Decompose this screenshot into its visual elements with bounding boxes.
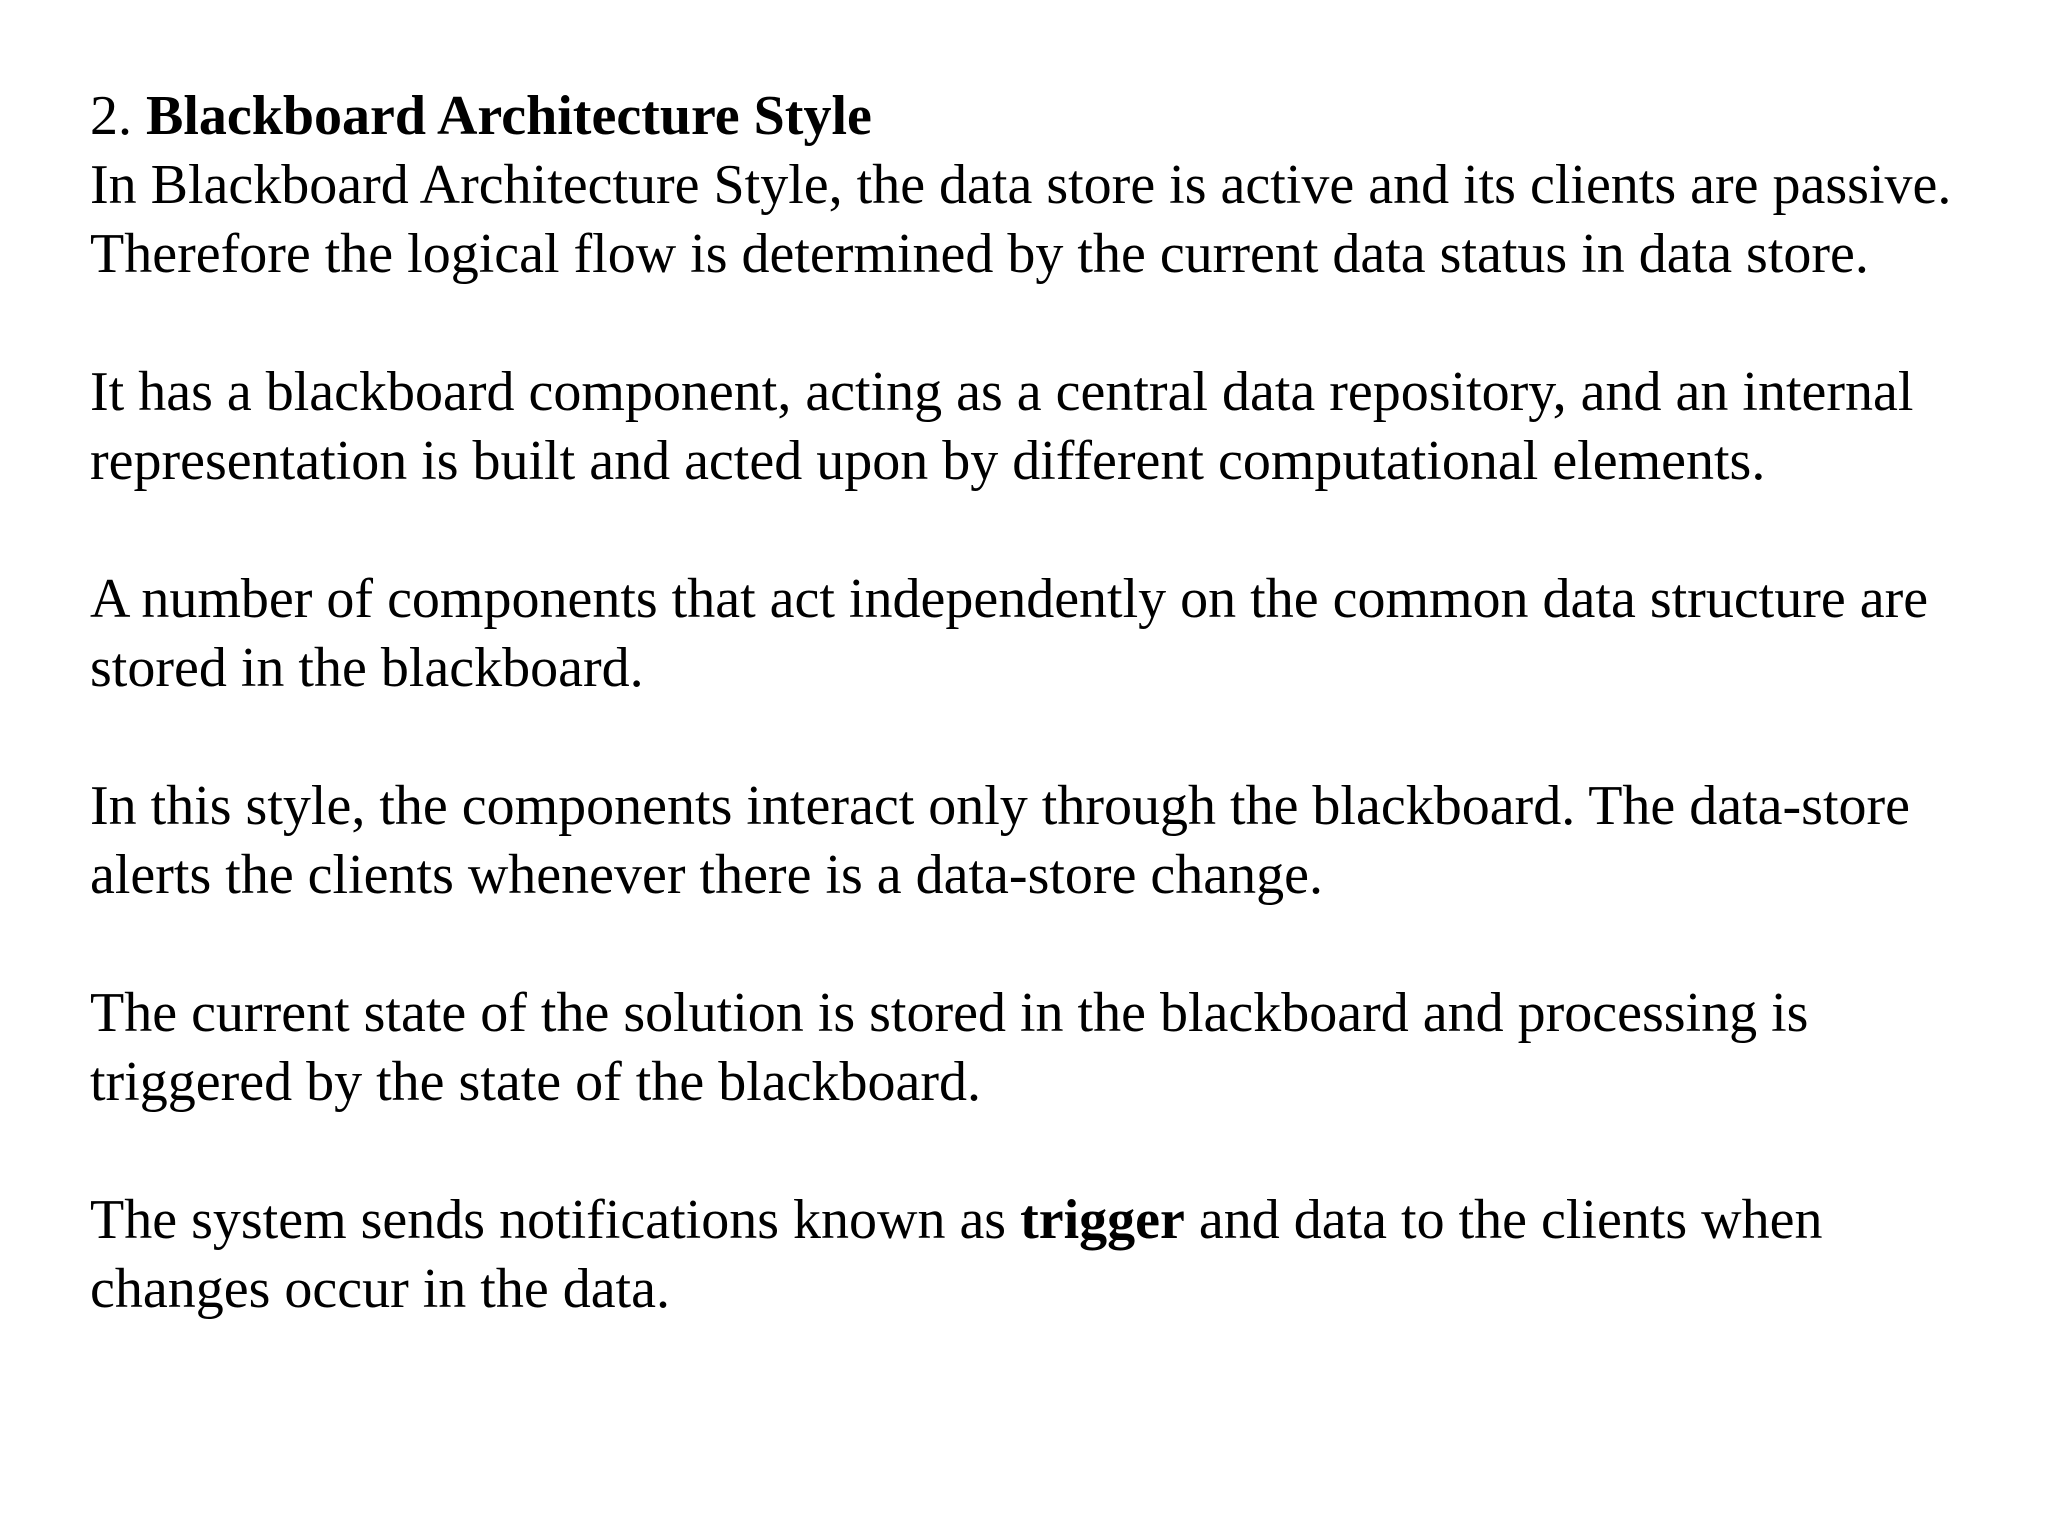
section-title: Blackboard Architecture Style [146,85,872,147]
section-heading [90,82,1968,151]
paragraph-interaction: In this style, the components interact only through the blackboard. The data-store alerts the clients whenever there is a data-store change. [90,775,1911,906]
trigger-text-after: and data to the clients when changes occur in the data. [90,1189,1823,1320]
paragraph-blackboard-component: It has a blackboard component, acting as a central data repository, and an internal representation is built and acted upon by different computational elements. [90,361,1914,492]
paragraph-trigger [90,1186,1968,1324]
section-number: 2. [90,85,132,147]
trigger-text-before: The system sends notifications known as [90,1189,1021,1251]
paragraph-intro: In Blackboard Architecture Style, the data store is active and its clients are passive. Therefore the logical flow is determined by the current data status in data store. [90,154,1952,285]
paragraph-state: The current state of the solution is stored in the blackboard and processing is triggered by the state of the blackboard. [90,982,1809,1113]
trigger-term: trigger [1020,1189,1185,1251]
paragraph-components: A number of components that act independently on the common data structure are stored in the blackboard. [90,568,1929,699]
